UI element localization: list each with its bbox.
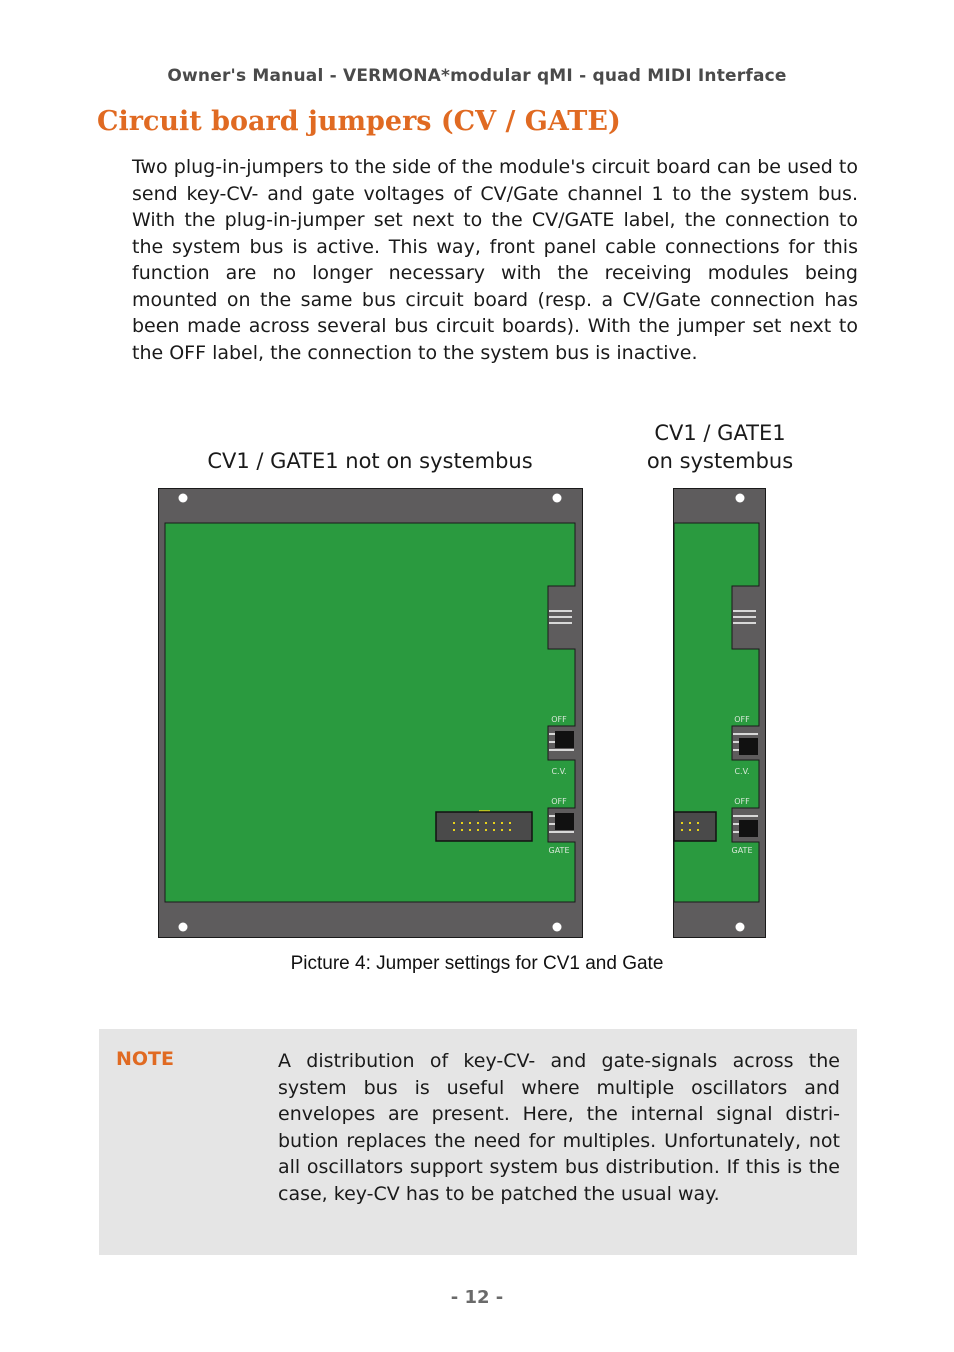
right-figure-label-line1: CV1 / GATE1 — [654, 421, 786, 445]
right-figure-label — [620, 419, 820, 475]
right-figure-label-line2: on systembus — [646, 449, 794, 473]
mounting-hole — [736, 923, 745, 932]
gate-label: GATE — [731, 846, 753, 855]
note-text: A distribution of key-CV- and gate-signals across the system bus is useful where multiple oscillators and envelopes are present. Here, the internal signal distri-bution replaces the need for multiples. Unfortunately, not all oscillators support system bus distribution. If this is the case, key-CV has to be patched the usual way. — [278, 1050, 840, 1205]
board-on-systembus — [674, 489, 766, 938]
figure-caption: Picture 4: Jumper settings for CV1 and Gate — [290, 953, 664, 974]
off-label: OFF — [551, 715, 567, 724]
page-number: - 12 - — [450, 1287, 504, 1308]
mounting-hole — [179, 494, 188, 503]
pin-header — [674, 812, 716, 841]
off-label: OFF — [734, 797, 750, 806]
cv-label: C.V. — [734, 767, 750, 776]
mounting-hole — [736, 494, 745, 503]
mounting-hole — [553, 923, 562, 932]
body-paragraph: Two plug-in-jumpers to the side of the module's circuit board can be used to send key-CV- and gate voltages of CV/Gate channel 1 to the system bus. With the plug-in-jumper set next to the CV/GATE label, the connection to the system bus is active. This way, front panel cable connections for this function are no longer necessary with the receiving modules being mounted on the same bus circuit board (resp. a CV/Gate connection has been made across several bus circuit boards). With the jumper set next to the OFF label, the connection to the system bus is inactive. — [132, 156, 858, 364]
running-header: Owner's Manual - VERMONA*modular qMI - quad MIDI Interface — [167, 66, 787, 86]
jumper-diagram — [150, 480, 780, 945]
note-label: NOTE — [116, 1048, 174, 1070]
note-box — [99, 1029, 857, 1255]
board-not-on-systembus — [159, 489, 583, 938]
off-label: OFF — [551, 797, 567, 806]
mounting-hole — [553, 494, 562, 503]
cv-label: C.V. — [551, 767, 567, 776]
left-figure-label: CV1 / GATE1 not on systembus — [207, 449, 533, 473]
circuit-board — [165, 523, 575, 902]
mounting-hole — [179, 923, 188, 932]
pin-header — [436, 811, 532, 841]
section-title: Circuit board jumpers (CV / GATE) — [97, 106, 621, 137]
off-label: OFF — [734, 715, 750, 724]
gate-label: GATE — [548, 846, 570, 855]
